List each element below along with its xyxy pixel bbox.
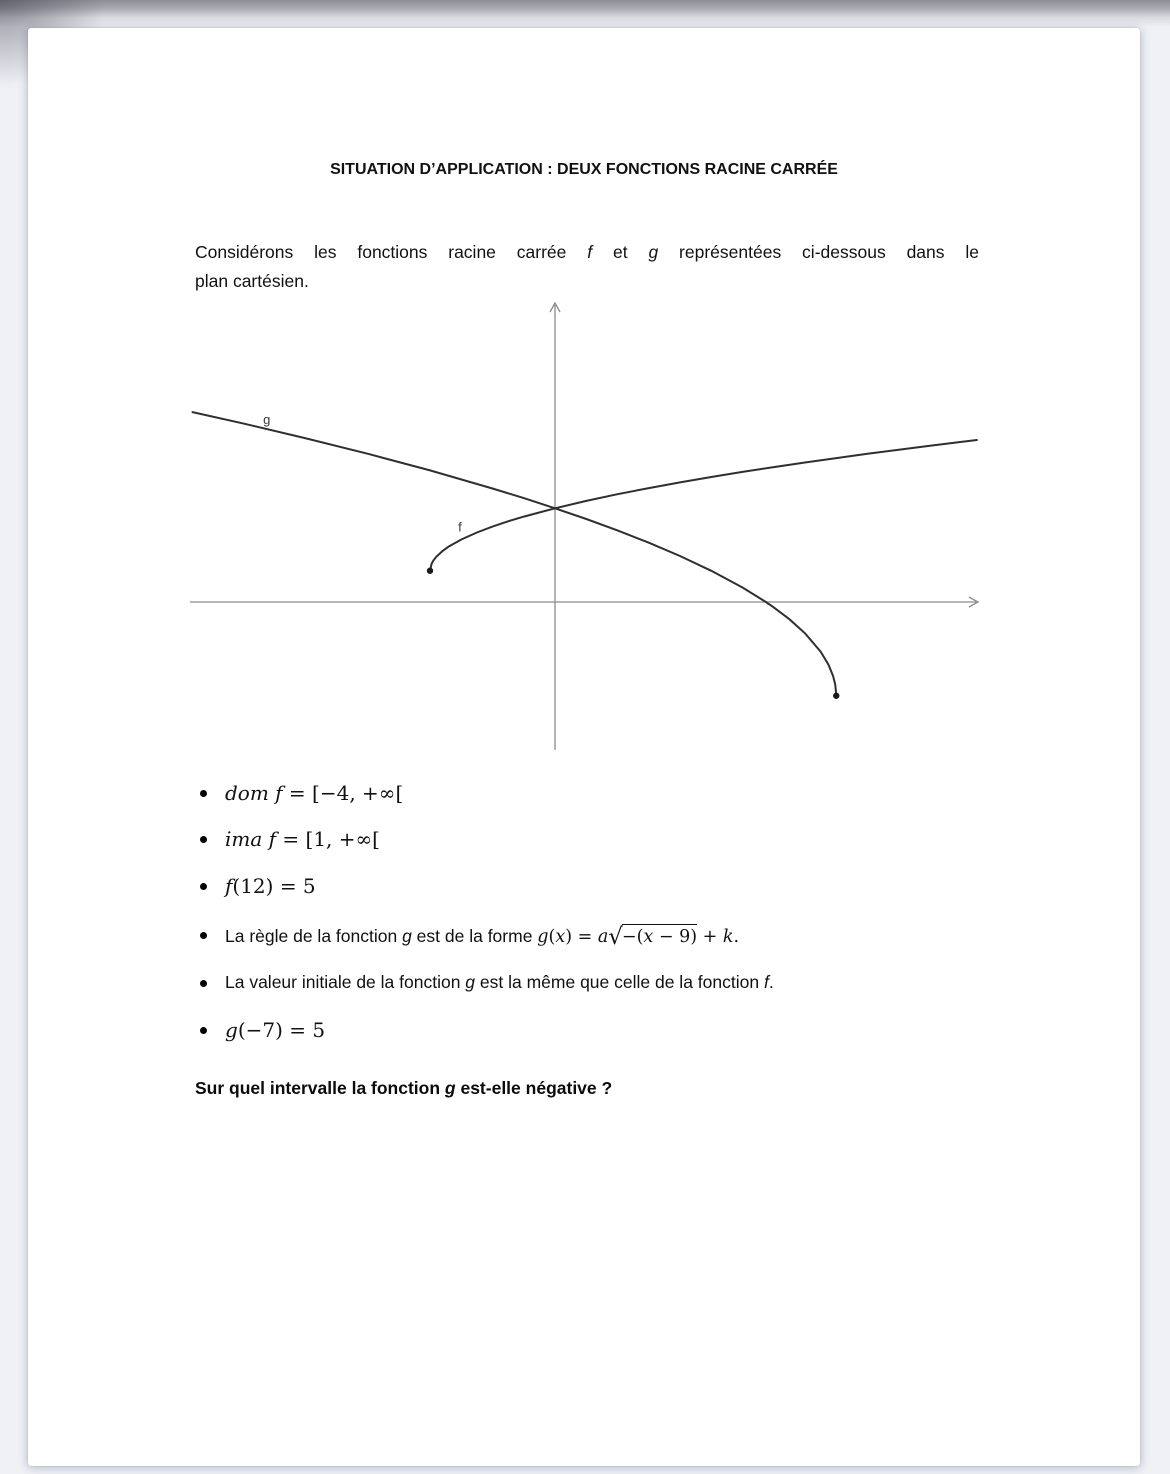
bullet-item-valeur-initiale: La valeur initiale de la fonction g est la même que celle de la fonction f.: [197, 972, 1017, 993]
intro-line-2: plan cartésien.: [195, 271, 309, 291]
curve-f: [430, 440, 977, 571]
graph-canvas: [190, 290, 1006, 760]
bullet-item-ima-f: ima f = [1, +∞[: [197, 827, 1017, 852]
intro-paragraph: [195, 238, 979, 296]
bullet-item-regle-g: La règle de la fonction g est de la forme g(x) = a√−(x − 9) + k.: [197, 924, 1017, 950]
bullet-item-f12: f(12) = 5: [197, 874, 1017, 899]
g-endpoint-dot: [833, 693, 839, 699]
question-text: Sur quel intervalle la fonction g est-elle négative ?: [195, 1078, 613, 1098]
scan-top-shadow: [0, 0, 1170, 27]
intro-line-1: Considérons les fonctions racine carrée f et g représentées ci-dessous dans le: [195, 242, 979, 262]
bullet-item-dom-f: dom f = [−4, +∞[: [197, 781, 1017, 806]
bullet-item-g-7: g(−7) = 5: [197, 1018, 1017, 1043]
f-curve-label: f: [458, 519, 462, 535]
curve-g: [193, 412, 837, 696]
function-graph: [190, 290, 1006, 760]
g-curve-label: g: [263, 411, 271, 427]
page-title: SITUATION D’APPLICATION : DEUX FONCTIONS RACINE CARRÉE: [330, 161, 838, 178]
document-page: [28, 28, 1140, 1466]
f-endpoint-dot: [427, 568, 433, 574]
